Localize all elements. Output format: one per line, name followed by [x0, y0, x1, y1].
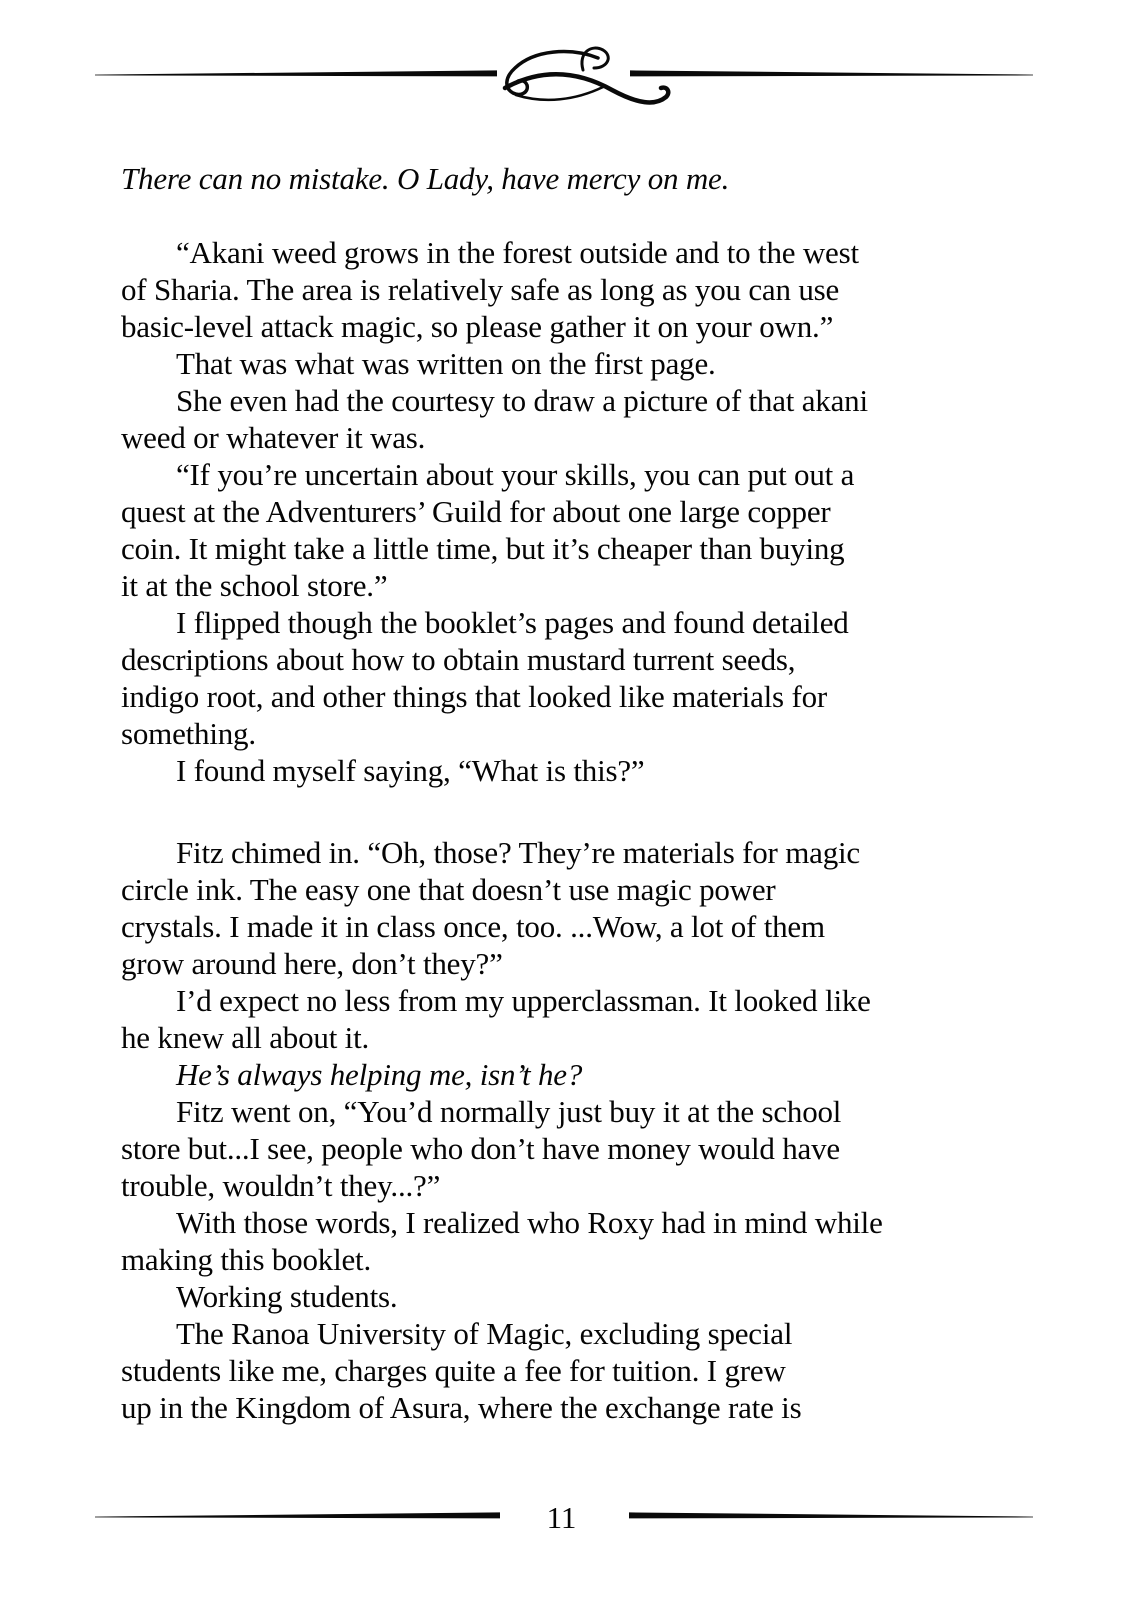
- text-line: basic-level attack magic, so please gather it on your own.”: [121, 309, 834, 344]
- upperclassman: [121, 982, 951, 1056]
- text-line: making this booklet.: [121, 1242, 372, 1277]
- text-line: coin. It might take a little time, but it’s cheaper than buying: [121, 531, 845, 566]
- text-line: “Akani weed grows in the forest outside and to the west: [176, 235, 859, 270]
- text-line: He’s always helping me, isn’t he?: [176, 1057, 583, 1092]
- text-line: trouble, wouldn’t they...?”: [121, 1168, 441, 1203]
- header-rule-right: [630, 70, 1033, 76]
- text-line: up in the Kingdom of Asura, where the exchange rate is: [121, 1390, 802, 1425]
- text-line: That was what was written on the first page.: [176, 346, 716, 381]
- adventurers-guild-quote: [121, 456, 951, 604]
- text-line: The Ranoa University of Magic, excluding special: [176, 1316, 793, 1351]
- text-line: something.: [121, 716, 256, 751]
- text-line: it at the school store.”: [121, 568, 388, 603]
- text-line: students like me, charges quite a fee for tuition. I grew: [121, 1353, 786, 1388]
- flipped-pages: [121, 604, 951, 752]
- text-line: I flipped though the booklet’s pages and found detailed: [176, 605, 849, 640]
- header-rule-left: [95, 70, 497, 76]
- text-line: She even had the courtesy to draw a picture of that akani: [176, 383, 868, 418]
- text-line: Fitz went on, “You’d normally just buy it at the school: [176, 1094, 842, 1129]
- courtesy-picture: [121, 382, 951, 456]
- opening-thought: [121, 160, 951, 197]
- text-line: There can no mistake. O Lady, have mercy on me.: [121, 161, 730, 196]
- text-line: he knew all about it.: [121, 1020, 370, 1055]
- text-line: weed or whatever it was.: [121, 420, 426, 455]
- first-page-note: [121, 345, 951, 382]
- text-line: I found myself saying, “What is this?”: [176, 753, 645, 788]
- always-helping-thought: [121, 1056, 951, 1093]
- text-line: “If you’re uncertain about your skills, you can put out a: [176, 457, 855, 492]
- page-number: 11: [546, 1500, 577, 1535]
- text-line: quest at the Adventurers’ Guild for about one large copper: [121, 494, 831, 529]
- text-line: I’d expect no less from my upperclassman. It looked like: [176, 983, 871, 1018]
- akani-weed-quote: [121, 234, 951, 345]
- text-line: indigo root, and other things that looked like materials for: [121, 679, 828, 714]
- body-text: [121, 160, 951, 1426]
- text-line: of Sharia. The area is relatively safe as long as you can use: [121, 272, 840, 307]
- ranoa-university: [121, 1315, 951, 1426]
- text-line: Working students.: [176, 1279, 398, 1314]
- roxy-in-mind: [121, 1204, 951, 1278]
- text-line: grow around here, don’t they?”: [121, 946, 503, 981]
- text-line: circle ink. The easy one that doesn’t use magic power: [121, 872, 776, 907]
- text-line: descriptions about how to obtain mustard turrent seeds,: [121, 642, 796, 677]
- text-line: Fitz chimed in. “Oh, those? They’re materials for magic: [176, 835, 860, 870]
- text-line: With those words, I realized who Roxy had in mind while: [176, 1205, 883, 1240]
- text-line: store but...I see, people who don’t have money would have: [121, 1131, 840, 1166]
- fitz-chimed-in: [121, 834, 951, 982]
- what-is-this: [121, 752, 951, 789]
- fitz-went-on: [121, 1093, 951, 1204]
- working-students: [121, 1278, 951, 1315]
- text-line: crystals. I made it in class once, too. ...Wow, a lot of them: [121, 909, 825, 944]
- flourish-divider-ornament: [0, 0, 1123, 130]
